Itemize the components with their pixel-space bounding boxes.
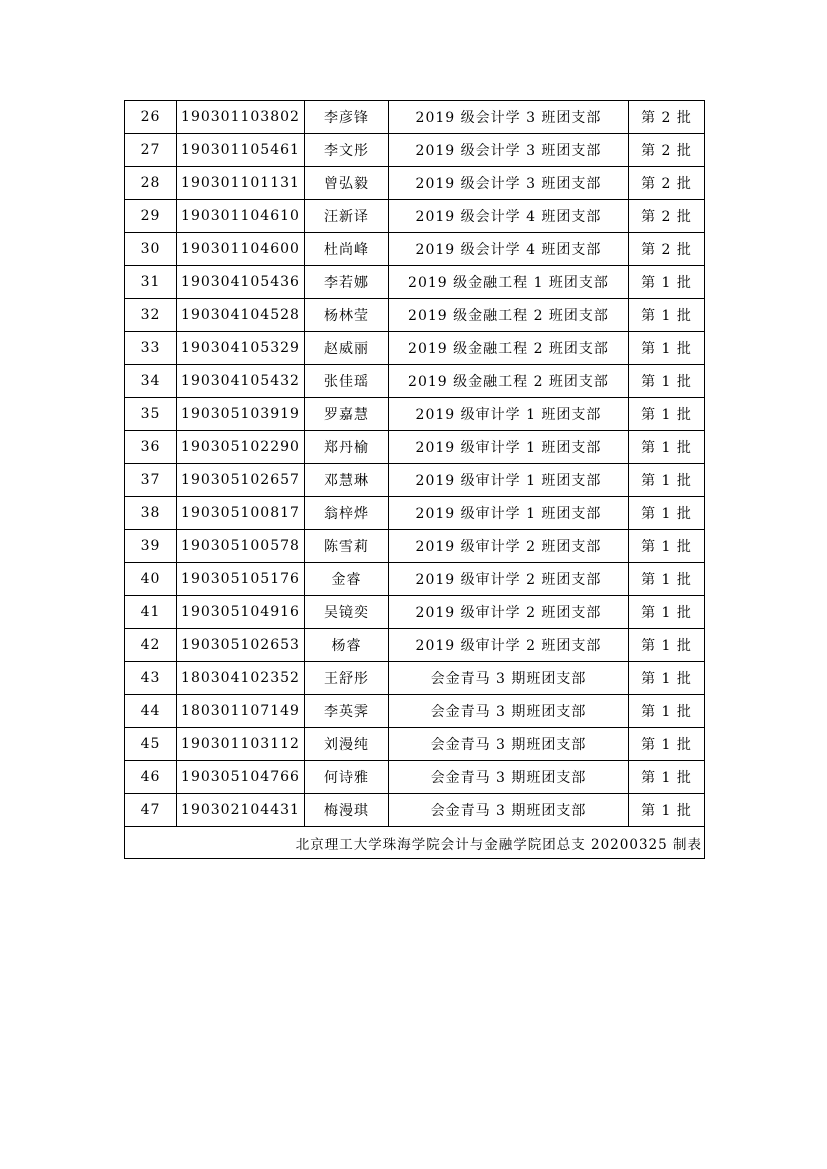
cell-name: 李文彤 [305, 134, 389, 167]
table-row [125, 497, 705, 530]
cell-number: 36 [125, 431, 177, 464]
cell-number: 43 [125, 662, 177, 695]
cell-batch: 第 1 批 [629, 728, 705, 761]
cell-student-id: 190301104600 [177, 233, 305, 266]
cell-number: 40 [125, 563, 177, 596]
cell-batch: 第 1 批 [629, 365, 705, 398]
cell-number: 26 [125, 101, 177, 134]
cell-number: 41 [125, 596, 177, 629]
table-row [125, 761, 705, 794]
table-row [125, 728, 705, 761]
cell-batch: 第 2 批 [629, 134, 705, 167]
cell-branch: 2019 级会计学 4 班团支部 [389, 200, 629, 233]
cell-name: 张佳瑶 [305, 365, 389, 398]
cell-student-id: 190301104610 [177, 200, 305, 233]
cell-student-id: 190301105461 [177, 134, 305, 167]
cell-name: 汪新译 [305, 200, 389, 233]
cell-name: 杨睿 [305, 629, 389, 662]
table-row [125, 464, 705, 497]
cell-branch: 2019 级审计学 2 班团支部 [389, 563, 629, 596]
table-row [125, 299, 705, 332]
cell-name: 李若娜 [305, 266, 389, 299]
cell-name: 赵威丽 [305, 332, 389, 365]
cell-batch: 第 1 批 [629, 497, 705, 530]
cell-branch: 2019 级金融工程 2 班团支部 [389, 299, 629, 332]
table-footer-row [125, 827, 705, 859]
cell-student-id: 190305100817 [177, 497, 305, 530]
cell-branch: 会金青马 3 期班团支部 [389, 794, 629, 827]
cell-branch: 2019 级金融工程 2 班团支部 [389, 365, 629, 398]
cell-batch: 第 1 批 [629, 794, 705, 827]
cell-branch: 会金青马 3 期班团支部 [389, 728, 629, 761]
cell-batch: 第 1 批 [629, 464, 705, 497]
table-row [125, 167, 705, 200]
cell-batch: 第 1 批 [629, 596, 705, 629]
cell-branch: 2019 级审计学 1 班团支部 [389, 431, 629, 464]
cell-student-id: 190301101131 [177, 167, 305, 200]
cell-branch: 会金青马 3 期班团支部 [389, 662, 629, 695]
cell-name: 郑丹榆 [305, 431, 389, 464]
table-row [125, 629, 705, 662]
table-row [125, 431, 705, 464]
table-row [125, 233, 705, 266]
cell-branch: 2019 级审计学 2 班团支部 [389, 596, 629, 629]
cell-student-id: 190305104916 [177, 596, 305, 629]
cell-name: 李彦锋 [305, 101, 389, 134]
cell-number: 46 [125, 761, 177, 794]
cell-name: 刘漫纯 [305, 728, 389, 761]
cell-batch: 第 1 批 [629, 563, 705, 596]
table-row [125, 332, 705, 365]
cell-branch: 2019 级金融工程 2 班团支部 [389, 332, 629, 365]
cell-batch: 第 1 批 [629, 332, 705, 365]
cell-student-id: 190301103112 [177, 728, 305, 761]
cell-batch: 第 1 批 [629, 266, 705, 299]
cell-number: 33 [125, 332, 177, 365]
cell-branch: 2019 级会计学 3 班团支部 [389, 167, 629, 200]
table-row [125, 794, 705, 827]
cell-batch: 第 1 批 [629, 629, 705, 662]
cell-branch: 2019 级审计学 1 班团支部 [389, 398, 629, 431]
cell-name: 吴镜奕 [305, 596, 389, 629]
cell-number: 29 [125, 200, 177, 233]
cell-batch: 第 1 批 [629, 761, 705, 794]
cell-student-id: 190305103919 [177, 398, 305, 431]
cell-name: 杨林莹 [305, 299, 389, 332]
cell-number: 34 [125, 365, 177, 398]
cell-number: 28 [125, 167, 177, 200]
cell-student-id: 190305104766 [177, 761, 305, 794]
cell-branch: 2019 级会计学 3 班团支部 [389, 134, 629, 167]
cell-student-id: 190305102653 [177, 629, 305, 662]
table-row [125, 563, 705, 596]
cell-student-id: 180304102352 [177, 662, 305, 695]
table-row [125, 662, 705, 695]
cell-branch: 2019 级金融工程 1 班团支部 [389, 266, 629, 299]
table-row [125, 695, 705, 728]
table-row [125, 530, 705, 563]
cell-number: 42 [125, 629, 177, 662]
table-row [125, 596, 705, 629]
cell-branch: 2019 级审计学 2 班团支部 [389, 629, 629, 662]
table-row [125, 365, 705, 398]
cell-student-id: 190305105176 [177, 563, 305, 596]
cell-student-id: 190305102657 [177, 464, 305, 497]
cell-batch: 第 2 批 [629, 167, 705, 200]
cell-branch: 2019 级会计学 3 班团支部 [389, 101, 629, 134]
cell-name: 罗嘉慧 [305, 398, 389, 431]
table-row [125, 200, 705, 233]
cell-number: 47 [125, 794, 177, 827]
document-page [124, 100, 704, 859]
cell-branch: 会金青马 3 期班团支部 [389, 761, 629, 794]
cell-student-id: 190304105329 [177, 332, 305, 365]
cell-batch: 第 2 批 [629, 200, 705, 233]
cell-name: 杜尚峰 [305, 233, 389, 266]
cell-name: 金睿 [305, 563, 389, 596]
cell-student-id: 190305100578 [177, 530, 305, 563]
table-row [125, 101, 705, 134]
cell-number: 45 [125, 728, 177, 761]
cell-name: 曾弘毅 [305, 167, 389, 200]
cell-student-id: 190304105436 [177, 266, 305, 299]
cell-student-id: 180301107149 [177, 695, 305, 728]
cell-number: 32 [125, 299, 177, 332]
cell-batch: 第 1 批 [629, 662, 705, 695]
cell-name: 邓慧琳 [305, 464, 389, 497]
cell-name: 何诗雅 [305, 761, 389, 794]
cell-number: 39 [125, 530, 177, 563]
cell-batch: 第 1 批 [629, 299, 705, 332]
cell-batch: 第 1 批 [629, 431, 705, 464]
cell-branch: 2019 级会计学 4 班团支部 [389, 233, 629, 266]
cell-batch: 第 1 批 [629, 398, 705, 431]
table-row [125, 134, 705, 167]
cell-number: 30 [125, 233, 177, 266]
cell-number: 35 [125, 398, 177, 431]
cell-name: 翁梓烨 [305, 497, 389, 530]
cell-student-id: 190301103802 [177, 101, 305, 134]
cell-name: 李英霁 [305, 695, 389, 728]
cell-number: 44 [125, 695, 177, 728]
cell-number: 27 [125, 134, 177, 167]
table-footer-note: 北京理工大学珠海学院会计与金融学院团总支 20200325 制表 [125, 827, 705, 859]
table-row [125, 398, 705, 431]
cell-student-id: 190304105432 [177, 365, 305, 398]
roster-table [124, 100, 705, 859]
cell-batch: 第 1 批 [629, 530, 705, 563]
cell-student-id: 190305102290 [177, 431, 305, 464]
cell-branch: 2019 级审计学 1 班团支部 [389, 497, 629, 530]
cell-branch: 2019 级审计学 2 班团支部 [389, 530, 629, 563]
cell-branch: 会金青马 3 期班团支部 [389, 695, 629, 728]
cell-name: 陈雪莉 [305, 530, 389, 563]
cell-batch: 第 2 批 [629, 233, 705, 266]
table-row [125, 266, 705, 299]
cell-student-id: 190304104528 [177, 299, 305, 332]
cell-batch: 第 2 批 [629, 101, 705, 134]
cell-name: 王舒彤 [305, 662, 389, 695]
roster-table-body [125, 101, 705, 859]
cell-number: 37 [125, 464, 177, 497]
cell-batch: 第 1 批 [629, 695, 705, 728]
cell-number: 38 [125, 497, 177, 530]
cell-student-id: 190302104431 [177, 794, 305, 827]
cell-number: 31 [125, 266, 177, 299]
cell-branch: 2019 级审计学 1 班团支部 [389, 464, 629, 497]
cell-name: 梅漫琪 [305, 794, 389, 827]
